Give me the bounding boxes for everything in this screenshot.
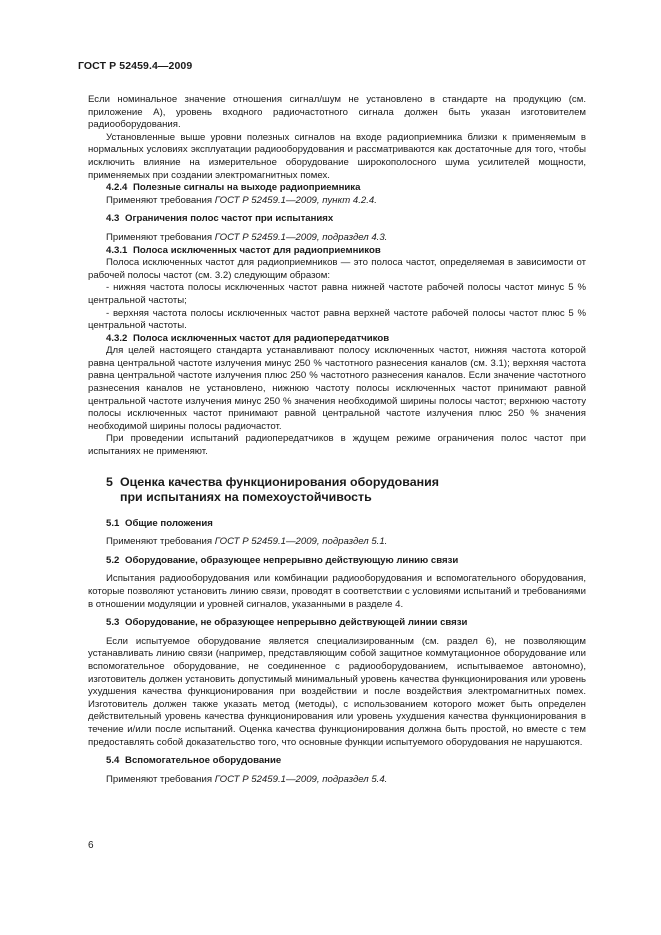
section-4-3-2-paragraph-2: При проведении испытаний радиопередатчиков в ждущем режиме ограничения полос частот при испытаниях не применяют. (88, 433, 586, 458)
section-title: Вспомогательное оборудование (125, 755, 282, 767)
section-number: 5.2 (106, 554, 120, 566)
section-title: Полоса исключенных частот для радиоприемников (133, 244, 381, 256)
section-number: 5.4 (106, 755, 120, 767)
reference: ГОСТ Р 52459.1—2009, пункт 4.2.4. (214, 194, 377, 206)
intro-paragraph-1: Если номинальное значение отношения сигнал/шум не установлено в стандарте на продукцию (см. приложение А), уровень входного радиочастотного сигнала должен быть указан изготовителем радиооборудования. (88, 94, 586, 131)
list-item: - нижняя частота полосы исключенных частот равна нижней частоте рабочей полосы частот минус 5 % центральной частоты; (88, 282, 586, 306)
section-5-3-heading (88, 617, 586, 630)
section-5-2-heading (88, 555, 586, 568)
page-number: 6 (88, 840, 94, 851)
section-4-2-4-heading (88, 182, 586, 195)
reference: ГОСТ Р 52459.1—2009, подраздел 5.1. (214, 536, 388, 548)
section-number: 5.3 (106, 617, 120, 629)
section-title-line-2: при испытаниях на помехоустойчивость (120, 490, 372, 505)
section-4-3-2-heading (88, 333, 586, 346)
text-prefix: Применяют требования (106, 536, 215, 548)
section-title-line-1: Оценка качества функционирования оборудования (120, 474, 439, 489)
reference: ГОСТ Р 52459.1—2009, подраздел 4.3. (214, 231, 388, 243)
section-number: 5.1 (106, 517, 120, 529)
intro-paragraph-2: Установленные выше уровни полезных сигналов на входе радиоприемника близки к применяемым в нормальных условиях эксплуатации радиооборудования и рассматриваются как достаточные для того, чтобы исключить влияние на измерительное оборудование широкополосного шума усилителей мощности, применяемых при создании электромагнитных помех. (88, 131, 586, 181)
section-title: Оборудование, образующее непрерывно действующую линию связи (125, 554, 459, 566)
section-title: Ограничения полос частот при испытаниях (125, 213, 334, 225)
section-4-3-text (88, 232, 586, 245)
section-title: Полоса исключенных частот для радиопередатчиков (133, 332, 390, 344)
section-number: 4.2.4 (106, 182, 128, 194)
section-title: Общие положения (125, 517, 213, 529)
text-prefix: Применяют требования (106, 194, 215, 206)
section-number: 4.3.1 (106, 244, 128, 256)
page-content (88, 94, 586, 786)
section-4-3-1-paragraph: Полоса исключенных частот для радиоприемников — это полоса частот, определяемая в зависимости от рабочей полосы частот (см. 3.2) следующим образом: (88, 257, 586, 281)
section-number: 4.3 (106, 213, 120, 225)
document-header: ГОСТ Р 52459.4—2009 (78, 60, 193, 72)
section-4-3-1-heading (88, 245, 586, 258)
section-5-heading (88, 475, 586, 506)
section-5-4-heading (88, 755, 586, 768)
section-number: 5 (106, 474, 113, 489)
section-4-2-4-text (88, 195, 586, 208)
text-prefix: Применяют требования (106, 773, 215, 785)
section-4-3-2-paragraph-1: Для целей настоящего стандарта устанавливают полосу исключенных частот, нижняя частота которой равна центральной частоте излучения минус 250 % частотного разнесения каналов (см. 3.1); верхняя частота равна центральной частоте излучения плюс 250 % частотного разнесения каналов. Если значение частотного разнесения каналов не установлено, нижнюю частоту полосы исключенных частот принимают равной центральной частоте излучения минус 250 % значения необходимой ширины полосы частот; верхнюю частоту полосы исключенных частот принимают равной центральной частоте излучения плюс 250 % значения необходимой ширины полосы радиочастот. (88, 345, 586, 432)
section-5-1-heading (88, 518, 586, 531)
section-4-3-heading (88, 213, 586, 226)
section-5-2-paragraph: Испытания радиооборудования или комбинации радиооборудования и вспомогательного оборудования, которые позволяют установить линию связи, проводят в соответствии с условиями испытаний и требованиями в отношении модуляции и уровней сигналов, указанными в разделе 4. (88, 573, 586, 610)
list-item: - верхняя частота полосы исключенных частот равна верхней частоте рабочей полосы частот плюс 5 % центральной частоты. (88, 307, 586, 332)
section-title: Оборудование, не образующее непрерывно действующей линии связи (125, 617, 468, 629)
reference: ГОСТ Р 52459.1—2009, подраздел 5.4. (214, 773, 388, 785)
section-title: Полезные сигналы на выходе радиоприемника (133, 182, 361, 194)
section-5-1-text (88, 536, 586, 549)
section-5-3-paragraph: Если испытуемое оборудование является специализированным (см. раздел 6), не позволяющим устанавливать линию связи (например, представляющим собой защитное коммутационное оборудование или вспомогательное оборудование, не соединенное с радиооборудованием, испытываемое автономно), изготовитель должен установить допустимый минимальный уровень качества функционирования или уровень ухудшения качества функционирования при воздействии и после воздействия электромагнитных помех. Изготовитель должен также указать метод (методы), с использованием которого может быть определен действительный уровень качества функционирования или уровень ухудшения качества функционирования в течение и/или после испытаний. Оценка качества функционирования должна быть простой, но вместе с тем предоставлять собой доказательство того, что основные функции испытуемого оборудования не нарушаются. (88, 635, 586, 748)
section-5-4-text (88, 774, 586, 787)
section-number: 4.3.2 (106, 332, 128, 344)
text-prefix: Применяют требования (106, 231, 215, 243)
